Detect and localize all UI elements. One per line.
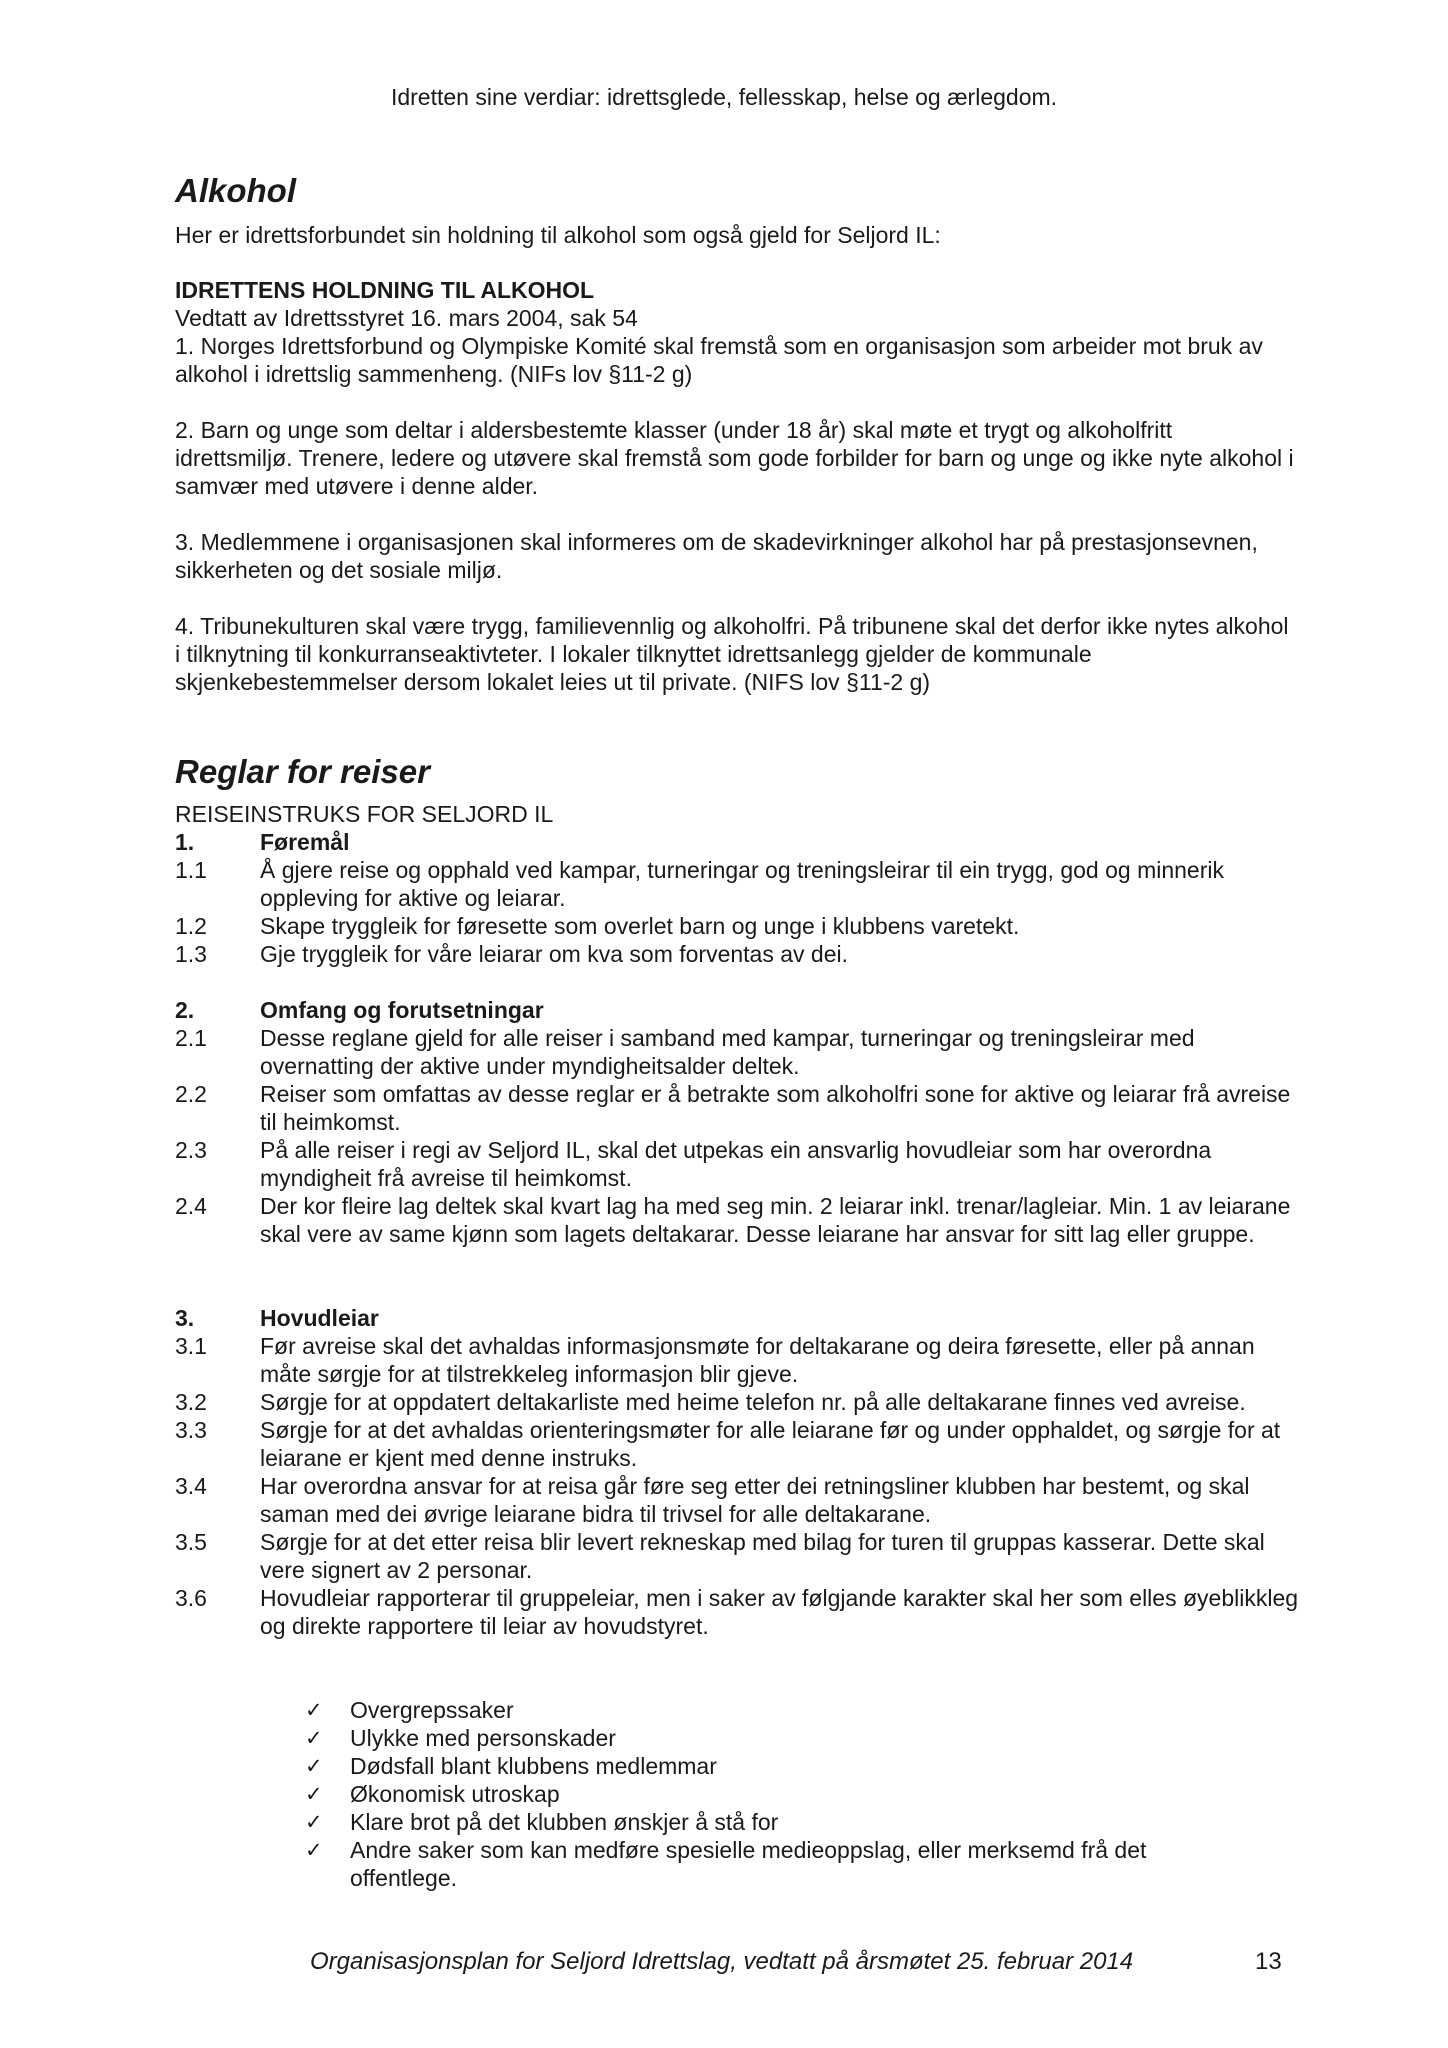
item-text: Sørgje for at det avhaldas orienteringsmøter for alle leiarane før og under opphaldet, og sørgje for at leiarane er kjent med denne instruks. bbox=[260, 1417, 1281, 1471]
list-item bbox=[175, 912, 1305, 940]
item-text: Har overordna ansvar for at reisa går føre seg etter dei retningsliner klubben har bestemt, og skal saman med dei øvrige leiarane bidra til trivsel for alle deltakarane. bbox=[260, 1473, 1250, 1527]
item-number: 2.3 bbox=[175, 1137, 207, 1163]
item-text: Sørgje for at det etter reisa blir levert rekneskap med bilag for turen til gruppas kasserar. Dette skal vere signert av 2 personar. bbox=[260, 1529, 1265, 1583]
checklist-item bbox=[305, 1752, 1205, 1780]
item-text: Før avreise skal det avhaldas informasjonsmøte for deltakarane og deira føresette, eller på annan måte sørgje for at tilstrekkeleg informasjon blir gjeve. bbox=[260, 1333, 1255, 1387]
item-number: 2.2 bbox=[175, 1081, 207, 1107]
item-number: 2.1 bbox=[175, 1025, 207, 1051]
list-item bbox=[175, 1080, 1305, 1136]
section-title-alkohol: Alkohol bbox=[175, 172, 296, 209]
page-number: 13 bbox=[1255, 1948, 1282, 1975]
list-item bbox=[175, 1388, 1305, 1416]
alkohol-point-2: 2. Barn og unge som deltar i aldersbestemte klasser (under 18 år) skal møte et trygt og alkoholfritt idrettsmiljø. Trenere, ledere og utøvere skal fremstå som gode forbilder for barn og unge og ikke nyte alkohol i samvær med utøvere i denne alder. bbox=[175, 417, 1294, 499]
list-item bbox=[175, 1192, 1305, 1248]
item-number: 3.1 bbox=[175, 1333, 207, 1359]
alkohol-point-1: 1. Norges Idrettsforbund og Olympiske Komité skal fremstå som en organisasjon som arbeider mot bruk av alkohol i idrettslig sammenheng. (NIFs lov §11-2 g) bbox=[175, 333, 1263, 387]
section-1-heading bbox=[175, 828, 1305, 856]
section-number: 1. bbox=[175, 829, 195, 855]
checklist-item bbox=[305, 1780, 1205, 1808]
section-3-heading bbox=[175, 1304, 1305, 1332]
section-number: 2. bbox=[175, 997, 195, 1023]
list-item bbox=[175, 1584, 1305, 1640]
item-text: Reiser som omfattas av desse reglar er å betrakte som alkoholfri sone for aktive og leiarar frå avreise til heimkomst. bbox=[260, 1081, 1291, 1135]
item-number: 3.2 bbox=[175, 1389, 207, 1415]
reiser-section-3 bbox=[175, 1304, 1305, 1640]
item-number: 3.5 bbox=[175, 1529, 207, 1555]
checklist-item bbox=[305, 1808, 1205, 1836]
checklist-text: Overgrepssaker bbox=[350, 1697, 514, 1723]
item-number: 2.4 bbox=[175, 1193, 207, 1219]
list-item bbox=[175, 1136, 1305, 1192]
reiser-section-1 bbox=[175, 828, 1305, 968]
checkmark-icon: ✓ bbox=[305, 1810, 323, 1834]
checklist-text: Andre saker som kan medføre spesielle medieoppslag, eller merksemd frå det offentlege. bbox=[350, 1837, 1147, 1891]
alkohol-heading: IDRETTENS HOLDNING TIL ALKOHOL bbox=[175, 277, 595, 303]
item-text: Sørgje for at oppdatert deltakarliste med heime telefon nr. på alle deltakarane finnes ved avreise. bbox=[260, 1389, 1246, 1415]
alkohol-point-4: 4. Tribunekulturen skal være trygg, familievennlig og alkoholfri. På tribunene skal det derfor ikke nytes alkohol i tilknytning til konkurranseaktivteter. I lokaler tilknyttet idrettsanlegg gjelder de kommunale skjenkebestemmelser dersom lokalet leies ut til private. (NIFS lov §11-2 g) bbox=[175, 613, 1289, 695]
checklist-text: Ulykke med personskader bbox=[350, 1725, 616, 1751]
item-text: På alle reiser i regi av Seljord IL, skal det utpekas ein ansvarlig hovudleiar som har overordna myndigheit frå avreise til heimkomst. bbox=[260, 1137, 1212, 1191]
item-number: 3.6 bbox=[175, 1585, 207, 1611]
section-heading: Omfang og forutsetningar bbox=[260, 997, 544, 1023]
section-title-reiser: Reglar for reiser bbox=[175, 753, 430, 790]
item-text: Gje tryggleik for våre leiarar om kva som forventas av dei. bbox=[260, 941, 849, 967]
list-item bbox=[175, 856, 1305, 912]
checklist-text: Klare brot på det klubben ønskjer å stå for bbox=[350, 1809, 779, 1835]
item-number: 3.3 bbox=[175, 1417, 207, 1443]
alkohol-intro: Her er idrettsforbundet sin holdning til alkohol som også gjeld for Seljord IL: bbox=[175, 222, 941, 248]
item-text: Hovudleiar rapporterar til gruppeleiar, men i saker av følgjande karakter skal her som elles øyeblikkleg og direkte rapportere til leiar av hovudstyret. bbox=[260, 1585, 1299, 1639]
checklist-text: Økonomisk utroskap bbox=[350, 1781, 560, 1807]
item-number: 1.2 bbox=[175, 913, 207, 939]
reporting-checklist bbox=[305, 1696, 1205, 1892]
checklist-text: Dødsfall blant klubbens medlemmar bbox=[350, 1753, 717, 1779]
list-item bbox=[175, 1024, 1305, 1080]
section-heading: Føremål bbox=[260, 829, 350, 855]
checkmark-icon: ✓ bbox=[305, 1838, 323, 1862]
reiser-section-2 bbox=[175, 996, 1305, 1248]
item-number: 1.1 bbox=[175, 857, 207, 883]
checklist-item bbox=[305, 1696, 1205, 1724]
checklist-item bbox=[305, 1724, 1205, 1752]
list-item bbox=[175, 1416, 1305, 1472]
list-item bbox=[175, 940, 1305, 968]
checkmark-icon: ✓ bbox=[305, 1754, 323, 1778]
alkohol-point-3: 3. Medlemmene i organisasjonen skal informeres om de skadevirkninger alkohol har på prestasjonsevnen, sikkerheten og det sosiale miljø. bbox=[175, 529, 1258, 583]
section-2-heading bbox=[175, 996, 1305, 1024]
page-footer: Organisasjonsplan for Seljord Idrettslag, vedtatt på årsmøtet 25. februar 2014 bbox=[310, 1948, 1134, 1975]
checkmark-icon: ✓ bbox=[305, 1726, 323, 1750]
item-text: Der kor fleire lag deltek skal kvart lag ha med seg min. 2 leiarar inkl. trenar/lagleiar. Min. 1 av leiarane skal vere av same kjønn som lagets deltakarar. Desse leiarane har ansvar for sitt lag eller gruppe. bbox=[260, 1193, 1291, 1247]
list-item bbox=[175, 1528, 1305, 1584]
checkmark-icon: ✓ bbox=[305, 1782, 323, 1806]
page-header-tagline: Idretten sine verdiar: idrettsglede, fellesskap, helse og ærlegdom. bbox=[390, 84, 1058, 110]
section-heading: Hovudleiar bbox=[260, 1305, 379, 1331]
list-item bbox=[175, 1472, 1305, 1528]
checklist-item bbox=[305, 1836, 1205, 1892]
item-number: 1.3 bbox=[175, 941, 207, 967]
list-item bbox=[175, 1332, 1305, 1388]
section-number: 3. bbox=[175, 1305, 195, 1331]
reiser-subtitle: REISEINSTRUKS FOR SELJORD IL bbox=[175, 801, 554, 827]
item-text: Skape tryggleik for føresette som overlet barn og unge i klubbens varetekt. bbox=[260, 913, 1020, 939]
alkohol-adopted: Vedtatt av Idrettsstyret 16. mars 2004, sak 54 bbox=[175, 305, 638, 331]
item-text: Desse reglane gjeld for alle reiser i samband med kampar, turneringar og treningsleirar med overnatting der aktive under myndigheitsalder deltek. bbox=[260, 1025, 1195, 1079]
checkmark-icon: ✓ bbox=[305, 1698, 323, 1722]
item-text: Å gjere reise og opphald ved kampar, turneringar og treningsleirar til ein trygg, god og minnerik oppleving for aktive og leiarar. bbox=[260, 857, 1224, 911]
item-number: 3.4 bbox=[175, 1473, 207, 1499]
